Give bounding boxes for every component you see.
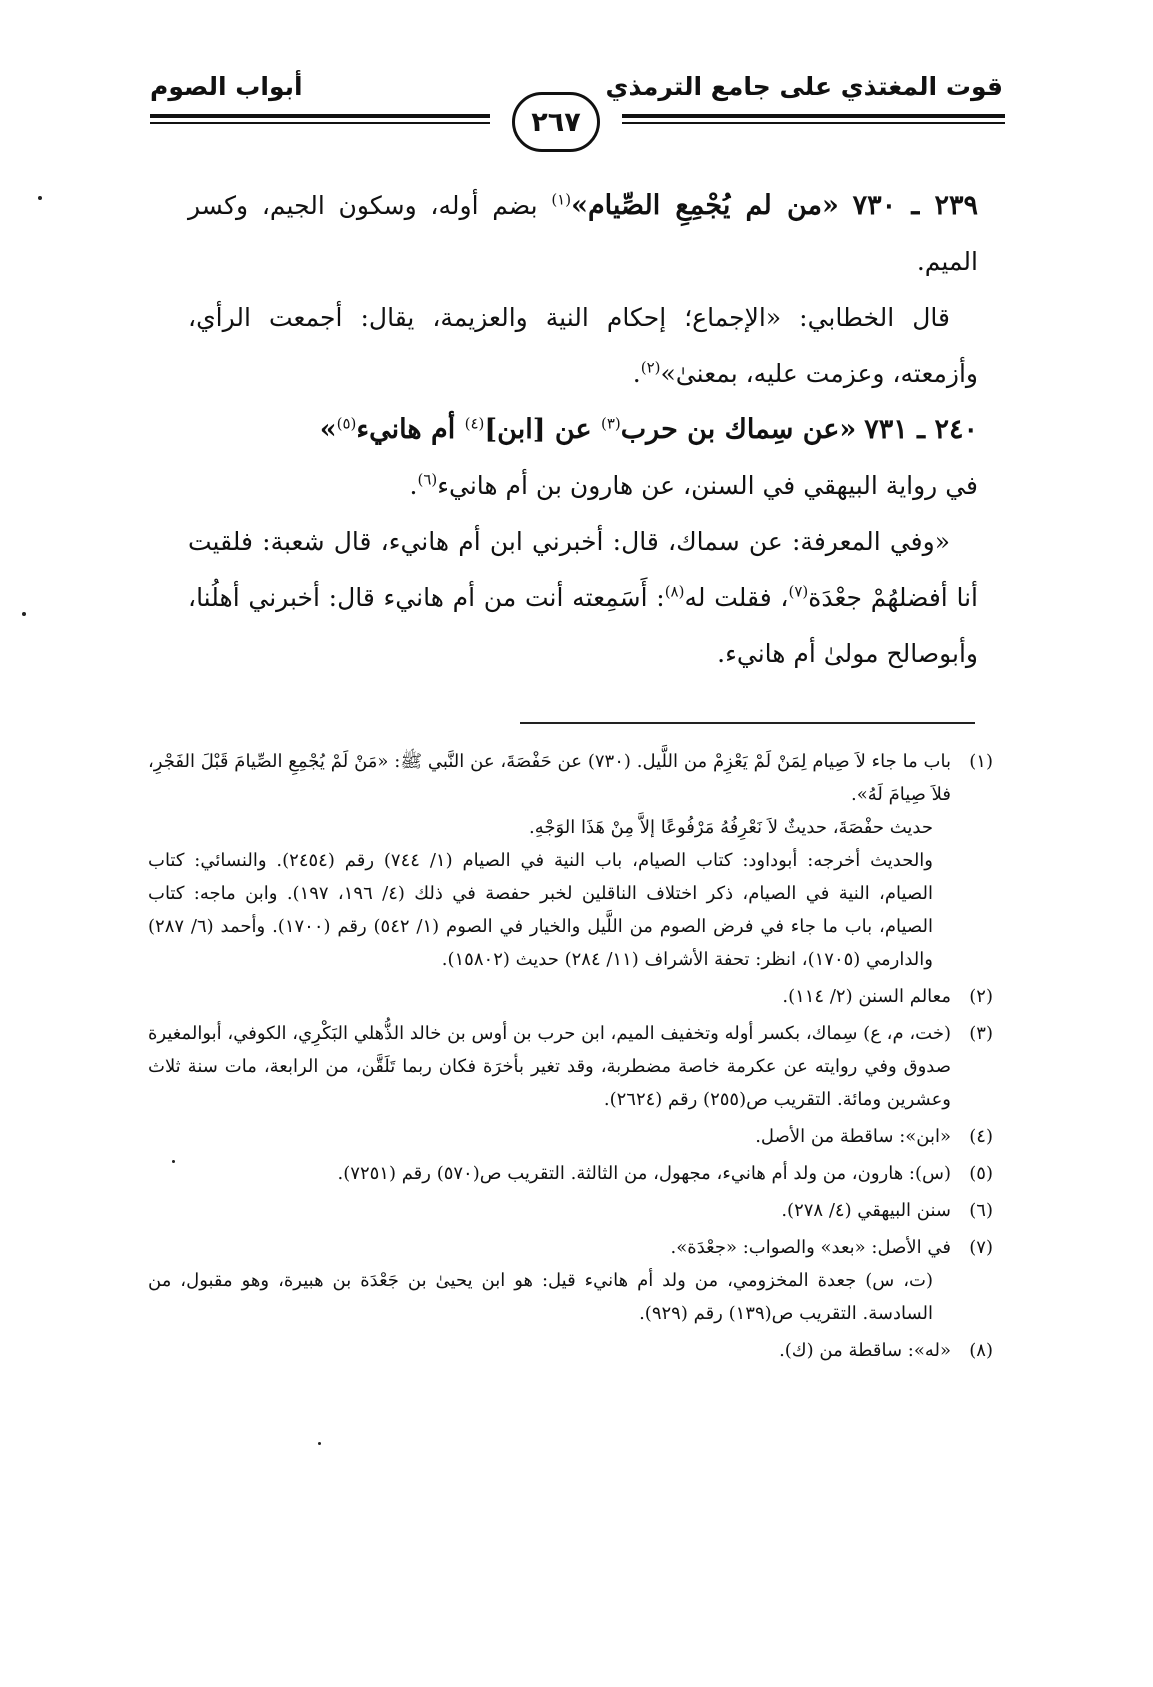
footnote-line: (س): هارون، من ولد أم هانيء، مجهول، من الثالثة. التقريب ص(٥٧٠) رقم (٧٢٥١).	[337, 1163, 951, 1184]
footnote-line: «له»: ساقطة من (ك).	[779, 1340, 951, 1361]
footnote-body	[148, 745, 951, 976]
footnote-line: (ت، س) جعدة المخزومي، من ولد أم هانيء قيل: هو ابن يحيىٰ بن جَعْدَة بن هبيرة، وهو مقبول، من السادسة. التقريب ص(١٣٩) رقم (٩٢٩).	[148, 1270, 933, 1324]
footnote-number: (٦)	[969, 1200, 993, 1221]
footnote-5	[148, 1157, 993, 1190]
footnote-1	[148, 745, 993, 976]
footnote-ref: (٧)	[788, 582, 809, 601]
footnote-line: والحديث أخرجه: أبوداود: كتاب الصيام، باب النية في الصيام (١/ ٧٤٤) رقم (٢٤٥٤). والنسائي: كتاب الصيام، النية في الصيام، ذكر اختلاف الناقلين لخبر حفصة في ذلك (٤/ ١٩٦، ١٩٧). وابن ماجه: كتاب الصيام، باب ما جاء في فرض الصوم من اللَّيل والخيار في الصوم (١/ ٥٤٢) رقم (١٧٠٠). وأحمد (٦/ ٢٨٧) والدارمي (١٧٠٥)، انظر: تحفة الأشراف (١١/ ٢٨٤) حديث (١٥٨٠٢).	[148, 850, 934, 970]
footnote-body	[148, 1194, 951, 1227]
footnote-6	[148, 1194, 993, 1227]
footnote-line: (خت، م، ع) سِماك، بكسر أوله وتخفيف الميم، ابن حرب بن أوس بن خالد الذُّهلي البَكْرِي، الكوفي، أبوالمغيرة صدوق وفي روايته عن عكرمة خاصة مضطربة، وقد تغير بأخرَة فكان ربما تَلَقَّن، من الرابعة، مات سنة ثلاث وعشرين ومائة. التقريب ص(٢٥٥) رقم (٢٦٢٤).	[148, 1023, 951, 1110]
hadith-quote-end: »	[319, 414, 337, 445]
paragraph-hadith-731	[188, 402, 978, 458]
footnote-2	[148, 980, 993, 1013]
header-rule-left-thin	[150, 122, 490, 124]
footnote-line: «ابن»: ساقطة من الأصل.	[755, 1126, 951, 1147]
footnote-8	[148, 1334, 993, 1367]
paragraph-hadith-730	[188, 178, 978, 290]
main-text	[188, 178, 978, 682]
chapter-title: أبواب الصوم	[150, 72, 303, 101]
scan-speck	[172, 1160, 175, 1163]
footnote-body	[148, 1231, 951, 1330]
footnote-ref: (٥)	[336, 414, 357, 433]
footnote-line: باب ما جاء لاَ صِيام لِمَنْ لَمْ يَعْزِمْ من اللَّيل. (٧٣٠) عن حَفْصَةَ، عن النَّبي ﷺ: «مَنْ لَمْ يُجْمِعِ الصِّيامَ قَبْلَ الفَجْرِ، فلاَ صِيامَ لَهُ».	[148, 751, 952, 805]
paragraph-marifa	[188, 514, 978, 682]
page-number: ٢٦٧	[512, 92, 600, 152]
footnote-body	[148, 1120, 951, 1153]
hadith-number: ٢٤٠ ـ ٧٣١	[864, 414, 978, 445]
footnote-ref: (٤)	[464, 414, 485, 433]
footnote-ref: (١)	[551, 190, 572, 209]
footnote-ref: (٢)	[640, 358, 661, 377]
footnote-body	[148, 1017, 951, 1116]
punctuation: .	[632, 359, 641, 388]
footnote-number: (٣)	[969, 1023, 993, 1044]
paragraph-text: في رواية البيهقي في السنن، عن هارون بن أم هانيء	[437, 471, 978, 500]
paragraph-text: ، فقلت له	[684, 583, 789, 612]
paragraph-text: : أَسَمِعته أنت من أم هانيء قال: أخبرني أهلُنا، وأبوصالح مولىٰ أم هانيء.	[188, 583, 978, 668]
hadith-quote: «من لم يُجْمِعِ الصِّيام»	[571, 190, 839, 221]
footnote-4	[148, 1120, 993, 1153]
footnote-number: (٨)	[969, 1340, 993, 1361]
scan-speck	[38, 196, 42, 200]
hadith-quote-part: أم هانيء	[356, 414, 465, 445]
paragraph-bayhaqi	[188, 458, 978, 514]
footnote-number: (٧)	[969, 1237, 993, 1258]
header-rule-right-thin	[622, 122, 1005, 124]
scan-speck	[318, 1442, 321, 1445]
book-title: قوت المغتذي على جامع الترمذي	[605, 72, 1003, 101]
header-rule-right-thick	[622, 114, 1005, 118]
paragraph-text: «وفي المعرفة: عن سماك، قال: أخبرني ابن أم هانيء، قال شعبة: فلقيت أنا أفضلهُمْ جعْدَة	[188, 527, 979, 612]
paragraph-text: قال الخطابي: «الإجماع؛ إحكام النية والعزيمة، يقال: أجمعت الرأي، وأزمعته، وعزمت عليه، بمعنىٰ»	[188, 303, 978, 388]
hadith-quote-part: عن [ابن]	[484, 414, 601, 445]
hadith-quote-part: «عن سِماك بن حرب	[620, 414, 857, 445]
paragraph-khattabi	[188, 290, 978, 402]
footnote-number: (١)	[969, 751, 993, 772]
footnote-ref: (٣)	[600, 414, 621, 433]
scan-speck	[22, 612, 26, 616]
footnotes	[148, 745, 993, 1371]
footnote-body	[148, 1157, 951, 1190]
hadith-number: ٢٣٩ ـ ٧٣٠	[852, 190, 978, 221]
footnote-line: حديث حفْصَةَ، حديثٌ لاَ نَعْرِفُهُ مَرْفُوعًا إلاَّ مِنْ هَذَا الوَجْهِ.	[529, 817, 933, 838]
footnote-ref: (٨)	[664, 582, 685, 601]
footnote-line: سنن البيهقي (٤/ ٢٧٨).	[781, 1200, 951, 1221]
punctuation: .	[409, 471, 418, 500]
footnote-body	[148, 980, 951, 1013]
footnote-3	[148, 1017, 993, 1116]
footnote-line: معالم السنن (٢/ ١١٤).	[782, 986, 951, 1007]
footnote-7	[148, 1231, 993, 1330]
footnote-separator	[520, 722, 975, 724]
footnote-number: (٢)	[969, 986, 993, 1007]
footnote-line: في الأصل: «بعد» والصواب: «جعْدَة».	[670, 1237, 951, 1258]
header-rule-left-thick	[150, 114, 490, 118]
footnote-number: (٥)	[969, 1163, 993, 1184]
paragraph-text: بضم أوله، وسكون الجيم، وكسر الميم.	[188, 191, 978, 276]
footnote-ref: (٦)	[417, 470, 438, 489]
footnote-number: (٤)	[969, 1126, 993, 1147]
footnote-body	[148, 1334, 951, 1367]
